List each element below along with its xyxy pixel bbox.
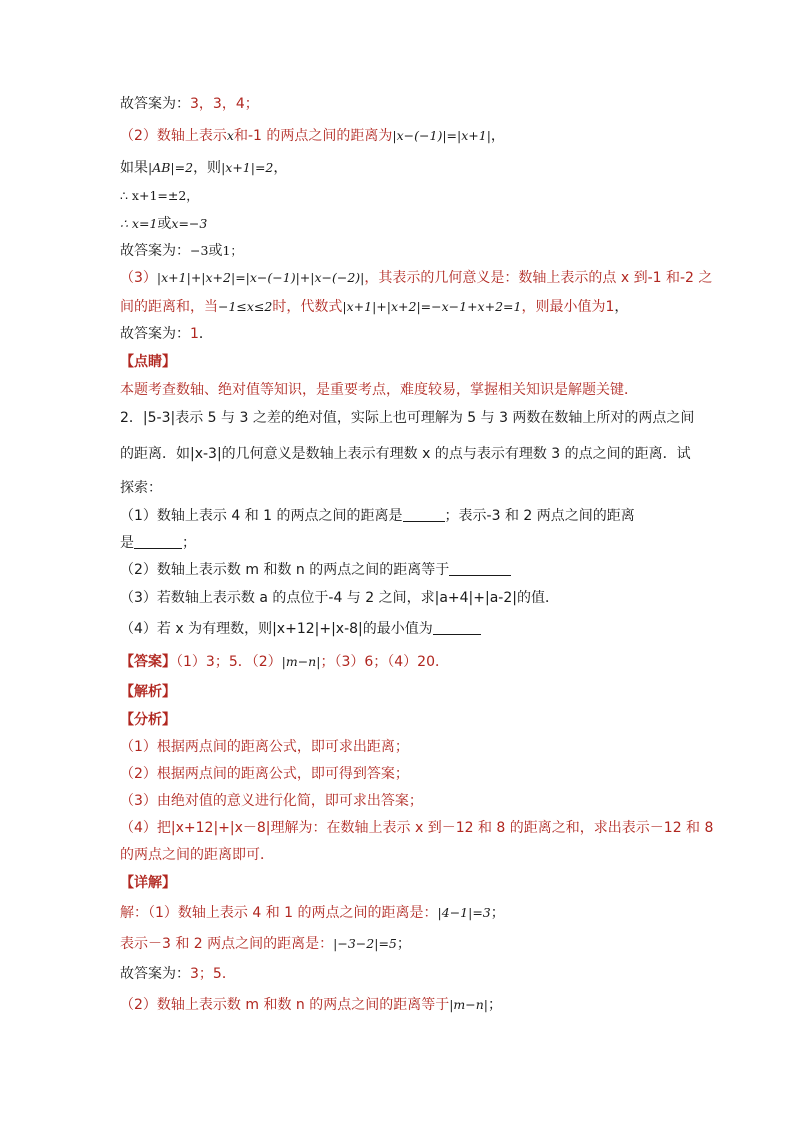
therefore-line-2 — [120, 214, 680, 234]
step-3-line — [120, 268, 713, 288]
question-2-line-1 — [120, 408, 695, 428]
answer-values: 3，3，4； — [190, 96, 259, 112]
sub-question-4 — [120, 619, 680, 639]
sub-question-2 — [120, 560, 680, 580]
condition-line — [120, 158, 680, 178]
step-3-text-b: 间的距离和，当 — [120, 299, 218, 315]
detail-1-formula: |4−1|=3 — [437, 905, 491, 920]
analysis-2: （2）根据两点间的距离公式，即可得到答案； — [120, 766, 409, 782]
step-2-line — [120, 126, 680, 146]
answer-formula: |m−n| — [281, 654, 321, 669]
section-jiexi: 【解析】 — [120, 684, 176, 700]
detail-1b-text: 表示－3 和 2 两点之间的距离是： — [120, 936, 334, 952]
dianjing-text: 本题考查数轴、绝对值等知识，是重要考点，难度较易，掌握相关知识是解题关键． — [120, 382, 638, 398]
or-text: 或 — [208, 243, 223, 259]
step-3-label: （3） — [120, 270, 157, 286]
sub-question-1-cont — [120, 533, 680, 553]
then-text: ，则 — [193, 160, 222, 176]
section-xiangjie: 【详解】 — [120, 875, 176, 891]
question-2-text: 2．|5-3|表示 5 与 3 之差的绝对值，实际上也可理解为 5 与 3 两数在数轴上所对的两点之间 — [120, 410, 695, 426]
answer-line-3 — [120, 324, 680, 344]
sub-question-3: （3）若数轴上表示数 a 的点位于-4 与 2 之间，求|a+4|+|a-2|的值． — [120, 590, 559, 606]
answer-values: 3；5． — [190, 966, 236, 982]
distance-formula: |x−(−1)|=|x+1| — [392, 128, 491, 143]
section-dianjing: 【点睛】 — [120, 354, 176, 370]
if-text: 如果 — [120, 160, 148, 176]
comma: ， — [614, 299, 629, 315]
step-3-line-2 — [120, 297, 680, 317]
answer-label: 故答案为： — [120, 243, 190, 259]
detail-1-text: 解：（1）数轴上表示 4 和 1 的两点之间的距离是： — [120, 905, 438, 921]
semicolon: ； — [490, 905, 505, 921]
detail-2-formula: |m−n| — [449, 997, 489, 1012]
step-3-text: ，其表示的几何意义是：数轴上表示的点 x 到-1 和-2 之 — [364, 270, 713, 286]
detail-2-text: （2）数轴上表示数 m 和数 n 的两点之间的距离等于 — [120, 997, 450, 1013]
period: ． — [198, 326, 213, 342]
question-2-line-2: 的距离．如|x-3|的几何意义是数轴上表示有理数 x 的点与表示有理数 3 的点之间的距离．试 — [120, 446, 691, 462]
answer-line-4 — [120, 964, 680, 984]
answer-text-b: ；（3）6；（4）20． — [320, 654, 449, 670]
step-3-text-c: 时，代数式 — [272, 299, 343, 315]
sub-question-1-text-b: ；表示-3 和 2 两点之间的距离 — [444, 508, 635, 524]
answer-text: （1）3；5．（2） — [176, 654, 282, 670]
step-2-text: （2）数轴上表示 — [120, 128, 227, 144]
answer-blank — [134, 534, 182, 549]
sub-question-1 — [120, 506, 680, 526]
solution-1: ∴ x=1 — [120, 216, 158, 231]
detail-1b-formula: |−3−2|=5 — [333, 936, 397, 951]
solution-2: x=−3 — [171, 216, 208, 231]
is-text: 是 — [120, 535, 134, 551]
sum-formula: |x+1|+|x+2|=|x−(−1)|+|x−(−2)| — [156, 270, 365, 285]
semicolon: ； — [182, 535, 196, 551]
therefore-line-1: ∴ x+1=±2， — [120, 188, 199, 203]
analysis-4-cont: 的两点之间的距离即可． — [120, 847, 274, 863]
answer-blank — [449, 561, 511, 576]
sub-question-4-text: （4）若 x 为有理数，则|x+12|+|x-8|的最小值为 — [120, 621, 433, 637]
answer-blank — [433, 620, 481, 635]
detail-1b — [120, 934, 680, 954]
ab-formula: |AB|=2 — [148, 160, 194, 175]
comma: ， — [273, 160, 288, 176]
analysis-3: （3）由绝对值的意义进行化简，即可求出答案； — [120, 793, 423, 809]
section-fenxi: 【分析】 — [120, 712, 176, 728]
answer-line-2 — [120, 241, 680, 261]
abs-formula: |x+1|=2 — [221, 160, 274, 175]
answer-neg3: −3 — [190, 243, 209, 258]
answer-1: 1； — [222, 243, 243, 258]
min-value: 1 — [605, 299, 615, 315]
answer-label: 故答案为： — [120, 96, 190, 112]
detail-1 — [120, 903, 680, 923]
analysis-4: （4）把|x+12|+|x－8|理解为：在数轴上表示 x 到－12 和 8 的距离之和，求出表示－12 和 8 — [120, 820, 714, 836]
question-2-line-3: 探索： — [120, 480, 162, 496]
step-3-text-d: ，则最小值为 — [521, 299, 606, 315]
range-formula: −1≤x≤2 — [218, 299, 273, 314]
variable-x: x — [226, 128, 234, 143]
answer-section — [120, 652, 680, 672]
answer-heading: 【答案】 — [120, 654, 176, 670]
expression-formula: |x+1|+|x+2|=−x−1+x+2=1 — [342, 299, 522, 314]
answer-label: 故答案为： — [120, 326, 190, 342]
answer-label: 故答案为： — [120, 966, 190, 982]
step-2-text-b: 和-1 的两点之间的距离为 — [233, 128, 393, 144]
detail-2 — [120, 995, 680, 1015]
answer-blank — [403, 507, 445, 522]
analysis-1: （1）根据两点间的距离公式，即可求出距离； — [120, 739, 409, 755]
or-text: 或 — [157, 216, 172, 232]
sub-question-1-text: （1）数轴上表示 4 和 1 的两点之间的距离是 — [120, 508, 403, 524]
semicolon: ； — [396, 936, 411, 952]
answer-line-1 — [120, 94, 680, 114]
semicolon: ； — [488, 997, 503, 1013]
comma: ， — [490, 128, 505, 144]
answer-value: 1 — [190, 326, 199, 342]
sub-question-2-text: （2）数轴上表示数 m 和数 n 的两点之间的距离等于 — [120, 562, 450, 578]
